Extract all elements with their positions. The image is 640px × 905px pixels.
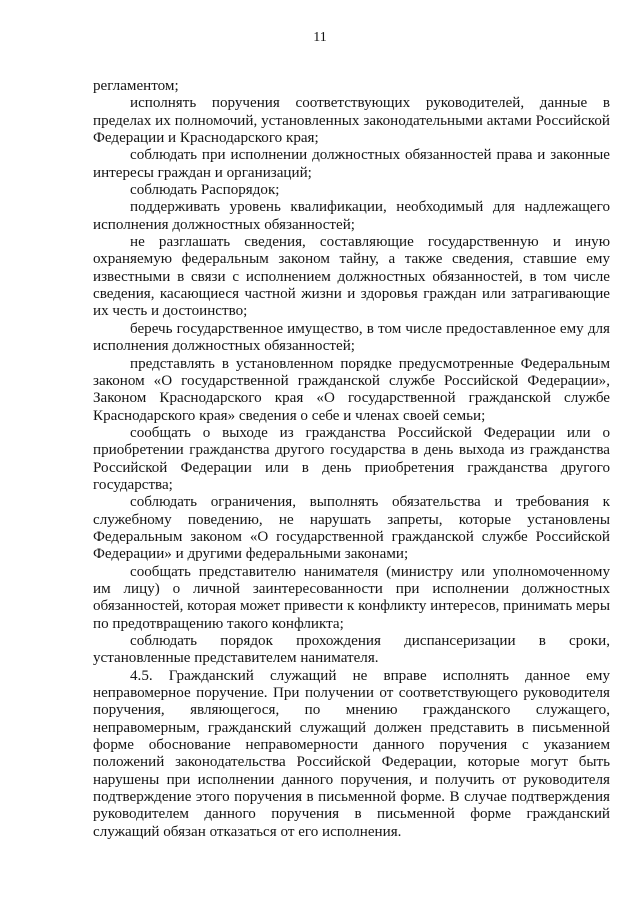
paragraph-non-disclosure: не разглашать сведения, составляющие государственную и иную охраняемую федеральным законом тайну, а также сведения, ставшие ему известными в связи с исполнением должностных обязанностей, в том числе сведения, касающиеся частной жизни и здоровья граждан или затрагивающие их честь и достоинство; bbox=[93, 234, 610, 320]
paragraph-submit-information: представлять в установленном порядке предусмотренные Федеральным законом «О государственной гражданской службе Российской Федерации», Законом Краснодарского края «О государственной гражданской службе Краснодарского края» сведения о себе и членах своей семьи; bbox=[93, 355, 610, 424]
paragraph-execute-orders: исполнять поручения соответствующих руководителей, данные в пределах их полномочий, установленных законодательными актами Российской Федерации и Краснодарского края; bbox=[93, 95, 610, 147]
paragraph-protect-property: беречь государственное имущество, в том числе предоставленное ему для исполнения должностных обязанностей; bbox=[93, 320, 610, 355]
paragraph-respect-rights: соблюдать при исполнении должностных обязанностей права и законные интересы граждан и организаций; bbox=[93, 147, 610, 181]
paragraph-medical-examination: соблюдать порядок прохождения диспансеризации в сроки, установленные представителем нанимателя. bbox=[93, 633, 610, 667]
paragraph-conflict-of-interest: сообщать представителю нанимателя (министру или уполномоченному им лицу) о личной заинтересованности при исполнении должностных обязанностей, которая может привести к конфликту интересов, принимать меры по предотвращению такого конфликта; bbox=[93, 563, 610, 632]
page-number: 11 bbox=[313, 30, 327, 45]
document-body bbox=[93, 78, 610, 841]
paragraph-observe-schedule: соблюдать Распорядок; bbox=[130, 182, 280, 199]
paragraph-maintain-qualification: поддерживать уровень квалификации, необходимый для надлежащего исполнения должностных обязанностей; bbox=[93, 199, 610, 233]
paragraph-section-4-5: 4.5. Гражданский служащий не вправе исполнять данное ему неправомерное поручение. При получении от соответствующего руководителя поручения, являющегося, по мнению гражданского служащего, неправомерным, гражданский служащий должен представить в письменной форме обоснование неправомерности данного поручения с указанием положений законодательства Российской Федерации, которые могут быть нарушены при исполнении данного поручения, и получить от руководителя подтверждение этого поручения в письменной форме. В случае подтверждения руководителем данного поручения в письменной форме гражданский служащий обязан отказаться от его исполнения. bbox=[93, 667, 610, 840]
paragraph-citizenship: сообщать о выходе из гражданства Российской Федерации или о приобретении гражданства другого государства в день выхода из гражданства Российской Федерации или в день приобретения гражданства другого государства; bbox=[93, 424, 610, 493]
paragraph-restrictions: соблюдать ограничения, выполнять обязательства и требования к служебному поведению, не нарушать запреты, которые установлены Федеральным законом «О государственной гражданской службе Российской Федерации» и другими федеральными законами; bbox=[93, 494, 610, 563]
paragraph-continuation: регламентом; bbox=[93, 78, 179, 94]
